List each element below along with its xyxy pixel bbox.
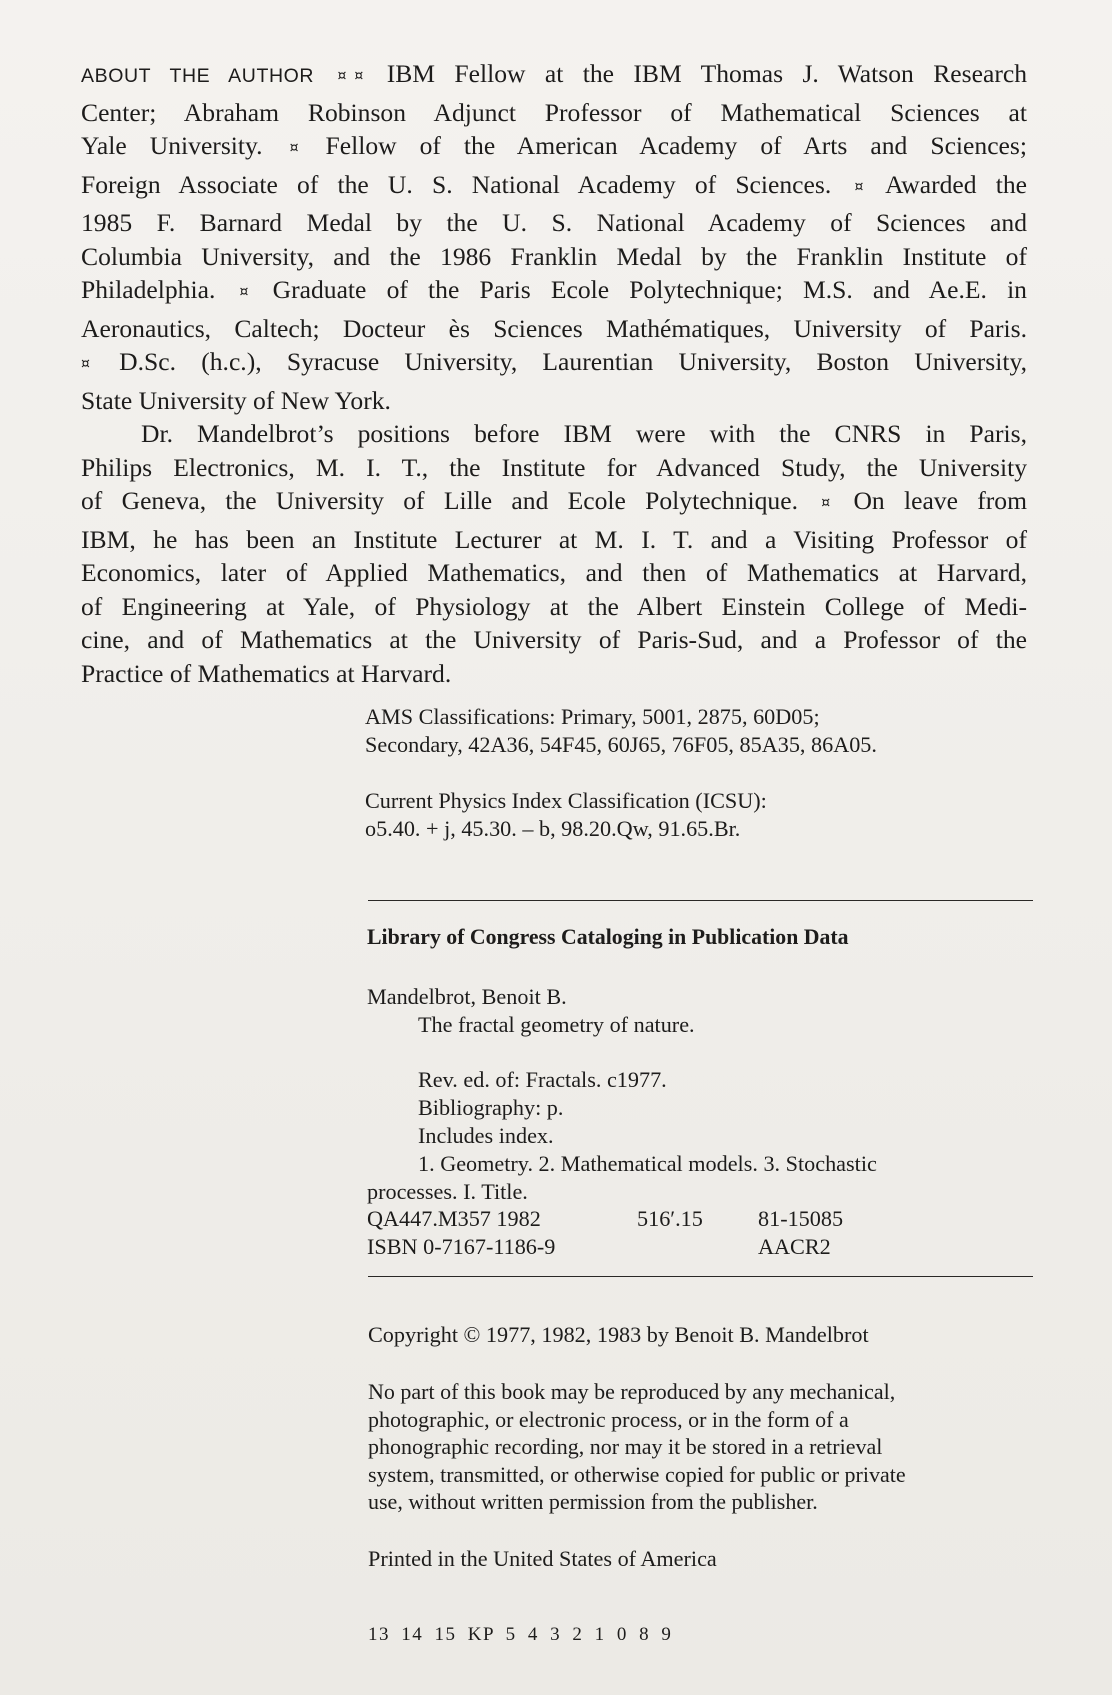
about-line: Economics, later of Applied Mathematics, and then of Mathematics at Harvard,	[81, 558, 1027, 587]
physics-index-classification: Current Physics Index Classification (ICSU): o5.40. + j, 45.30. – b, 98.20.Qw, 91.65.Br.	[365, 788, 767, 841]
cip-rules: AACR2	[758, 1234, 831, 1260]
about-line: cine, and of Mathematics at the University of Paris-Sud, and a Professor of the	[81, 625, 1027, 654]
about-line: Columbia University, and the 1986 Franklin Medal by the Franklin Institute of	[81, 241, 1027, 271]
cip-subjects-continued: processes. I. Title.	[367, 1178, 528, 1204]
about-line: of Engineering at Yale, of Physiology at the Albert Einstein College of Medi-	[81, 591, 1027, 621]
cip-subjects: 1. Geometry. 2. Mathematical models. 3. Stochastic	[418, 1150, 877, 1176]
bullet-separator: ¤	[81, 356, 90, 372]
about-line: State University of New York.	[81, 385, 391, 415]
about-line: Philadelphia. ¤ Graduate of the Paris Ecole Polytechnique; M.S. and Ae.E. in	[81, 275, 1027, 304]
cip-call-number: QA447.M357 1982	[367, 1206, 541, 1232]
cip-note: Includes index.	[418, 1122, 554, 1148]
cip-isbn: ISBN 0-7167-1186-9	[367, 1234, 556, 1260]
bullet-separator: ¤	[854, 178, 864, 195]
cip-title: Library of Congress Cataloging in Publication Data	[367, 925, 849, 949]
printing-line: 13 14 15 KP 5 4 3 2 1 0 8 9	[368, 1624, 673, 1645]
about-line: Yale University. ¤ Fellow of the American Academy of Arts and Sciences;	[81, 131, 1027, 160]
about-line: Practice of Mathematics at Harvard.	[81, 658, 452, 688]
bullet-separator: ¤	[289, 140, 299, 156]
about-paragraph-1	[81, 57, 1027, 417]
about-line: 1985 F. Barnard Medal by the U. S. National Academy of Sciences and	[81, 208, 1027, 237]
cip-author: Mandelbrot, Benoit B.	[367, 984, 567, 1009]
about-line: of Geneva, the University of Lille and Ecole Polytechnique. ¤ On leave from	[81, 486, 1027, 515]
about-line: Foreign Associate of the U. S. National Academy of Sciences. ¤ Awarded the	[81, 169, 1027, 199]
cip-book-title: The fractal geometry of nature.	[418, 1011, 695, 1037]
divider-top	[368, 900, 1033, 901]
cip-call-line	[367, 1205, 1037, 1233]
cip-record	[367, 983, 1037, 1261]
cip-lccn: 81-15085	[758, 1206, 844, 1232]
about-line: Aeronautics, Caltech; Docteur ès Sciences Mathématiques, University of Paris.	[81, 313, 1027, 343]
divider-bottom	[368, 1276, 1033, 1277]
bullet-separator: ¤	[239, 284, 249, 300]
about-line: ¤ D.Sc. (h.c.), Syracuse University, Laurentian University, Boston University,	[81, 347, 1027, 376]
cip-dewey: 516′.15	[637, 1206, 703, 1232]
about-line: Philips Electronics, M. I. T., the Institute for Advanced Study, the University	[81, 452, 1027, 482]
printed-in: Printed in the United States of America	[368, 1546, 717, 1571]
ams-classifications: AMS Classifications: Primary, 5001, 2875, 60D05; Secondary, 42A36, 54F45, 60J65, 76F05, 85A35, 86A05.	[365, 704, 877, 757]
bullet-separator: ¤	[337, 68, 347, 84]
copyright-notice: Copyright © 1977, 1982, 1983 by Benoit B. Mandelbrot	[368, 1322, 869, 1347]
bullet-separator: ¤	[354, 68, 364, 84]
bullet-separator: ¤	[821, 495, 831, 511]
about-line: Center; Abraham Robinson Adjunct Professor of Mathematical Sciences at	[81, 97, 1027, 127]
about-line: ABOUT THE AUTHOR ¤ ¤ IBM Fellow at the IBM Thomas J. Watson Research	[81, 59, 1027, 88]
cip-note: Rev. ed. of: Fractals. c1977.	[418, 1067, 667, 1093]
about-heading: ABOUT THE AUTHOR	[81, 65, 315, 87]
about-line: Dr. Mandelbrot’s positions before IBM were with the CNRS in Paris,	[141, 419, 1027, 448]
rights-statement: No part of this book may be reproduced by any mechanical, photographic, or electronic process, or in the form of a phonographic recording, nor may it be stored in a retrieval system, transmitted, or otherwise copied for public or private use, without written permission from the publisher.	[368, 1379, 906, 1515]
about-paragraph-2	[81, 417, 1027, 690]
about-the-author	[81, 57, 1027, 690]
cip-note: Bibliography: p.	[418, 1095, 564, 1121]
about-line: IBM, he has been an Institute Lecturer at M. I. T. and a Visiting Professor of	[81, 524, 1027, 554]
cip-isbn-line	[367, 1233, 1037, 1261]
